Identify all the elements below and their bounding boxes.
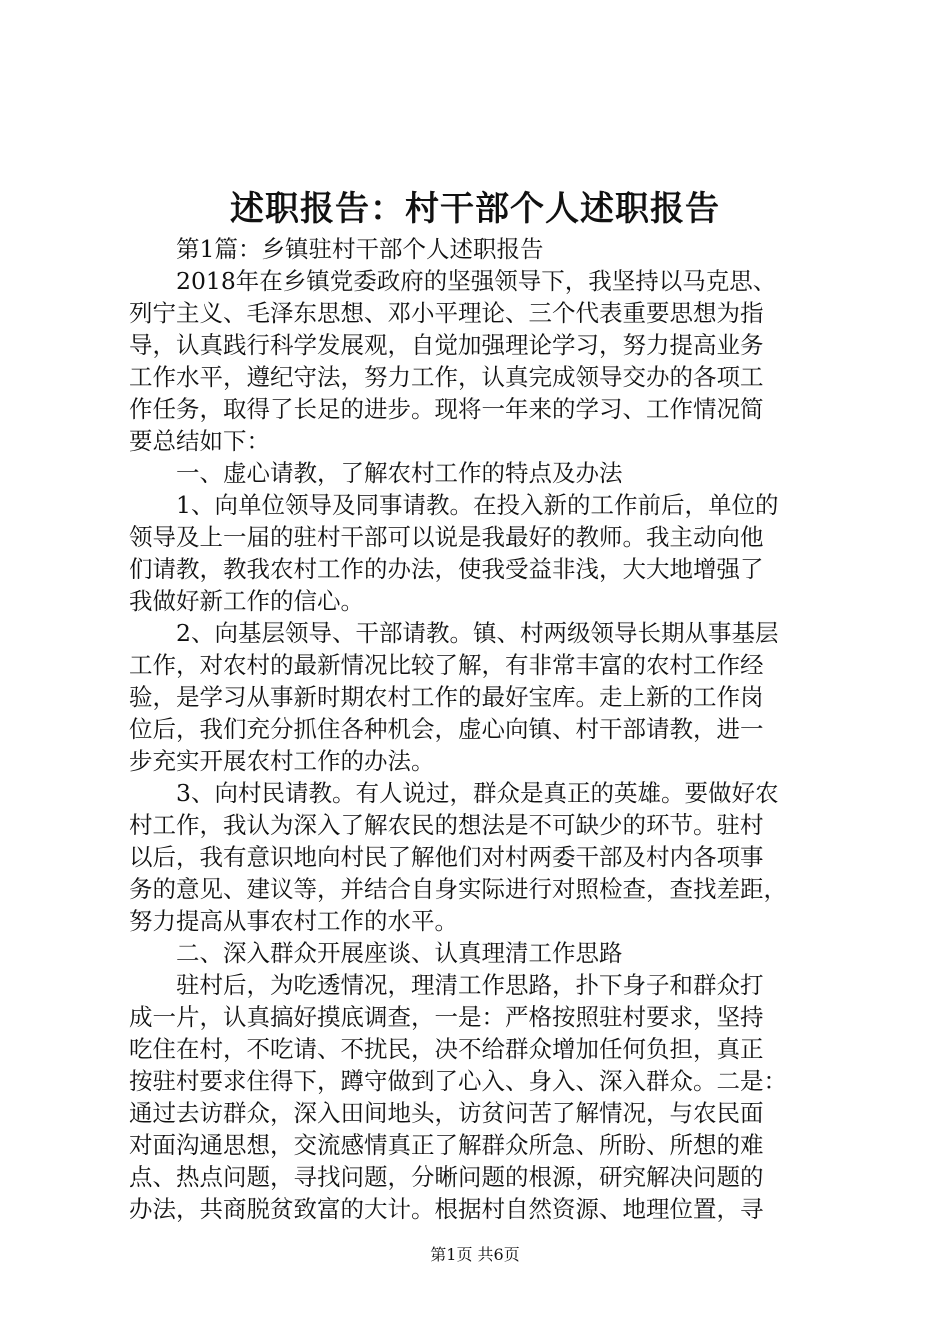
body-line: 们请教，教我农村工作的办法，使我受益非浅，大大地增强了 xyxy=(129,555,764,583)
body-line: 1、向单位领导及同事请教。在投入新的工作前后，单位的 xyxy=(129,491,779,519)
body-line: 导，认真践行科学发展观，自觉加强理论学习，努力提高业务 xyxy=(129,331,764,359)
body-line: 步充实开展农村工作的办法。 xyxy=(129,747,435,775)
body-line: 村工作，我认为深入了解农民的想法是不可缺少的环节。驻村 xyxy=(129,811,764,839)
body-line: 驻村后，为吃透情况，理清工作思路，扑下身子和群众打 xyxy=(129,971,764,999)
body-line: 要总结如下： xyxy=(129,427,270,455)
body-line: 2、向基层领导、干部请教。镇、村两级领导长期从事基层 xyxy=(129,619,779,647)
body-line: 成一片，认真搞好摸底调查，一是：严格按照驻村要求，坚持 xyxy=(129,1003,764,1031)
body-line: 工作，对农村的最新情况比较了解，有非常丰富的农村工作经 xyxy=(129,651,764,679)
section-heading: 一、虚心请教，了解农村工作的特点及办法 xyxy=(129,459,623,487)
body-line: 务的意见、建议等，并结合自身实际进行对照检查，查找差距， xyxy=(129,875,787,903)
body-line: 努力提高从事农村工作的水平。 xyxy=(129,907,458,935)
body-line: 对面沟通思想，交流感情真正了解群众所急、所盼、所想的难 xyxy=(129,1131,764,1159)
section-heading: 二、深入群众开展座谈、认真理清工作思路 xyxy=(129,939,623,967)
body-line: 第1篇：乡镇驻村干部个人述职报告 xyxy=(129,235,544,263)
body-line: 以后，我有意识地向村民了解他们对村两委干部及村内各项事 xyxy=(129,843,764,871)
document-body xyxy=(129,233,829,1225)
body-line: 验，是学习从事新时期农村工作的最好宝库。走上新的工作岗 xyxy=(129,683,764,711)
body-line: 2018年在乡镇党委政府的坚强领导下，我坚持以马克思、 xyxy=(129,267,777,295)
body-line: 工作水平，遵纪守法，努力工作，认真完成领导交办的各项工 xyxy=(129,363,764,391)
body-line: 按驻村要求住得下，蹲守做到了心入、身入、深入群众。二是： xyxy=(129,1067,787,1095)
body-line: 我做好新工作的信心。 xyxy=(129,587,364,615)
body-line: 位后，我们充分抓住各种机会，虚心向镇、村干部请教，进一 xyxy=(129,715,764,743)
body-line: 点、热点问题，寻找问题，分晰问题的根源，研究解决问题的 xyxy=(129,1163,764,1191)
body-line: 作任务，取得了长足的进步。现将一年来的学习、工作情况简 xyxy=(129,395,764,423)
body-line: 吃住在村，不吃请、不扰民，决不给群众增加任何负担，真正 xyxy=(129,1035,764,1063)
body-line: 办法，共商脱贫致富的大计。根据村自然资源、地理位置，寻 xyxy=(129,1195,764,1223)
body-line: 领导及上一届的驻村干部可以说是我最好的教师。我主动向他 xyxy=(129,523,764,551)
body-line: 列宁主义、毛泽东思想、邓小平理论、三个代表重要思想为指 xyxy=(129,299,764,327)
body-line: 3、向村民请教。有人说过，群众是真正的英雄。要做好农 xyxy=(129,779,779,807)
body-line: 通过去访群众，深入田间地头，访贫问苦了解情况，与农民面 xyxy=(129,1099,764,1127)
document-title: 述职报告：村干部个人述职报告 xyxy=(230,189,720,229)
page-footer: 第1页 共6页 xyxy=(430,1245,520,1264)
